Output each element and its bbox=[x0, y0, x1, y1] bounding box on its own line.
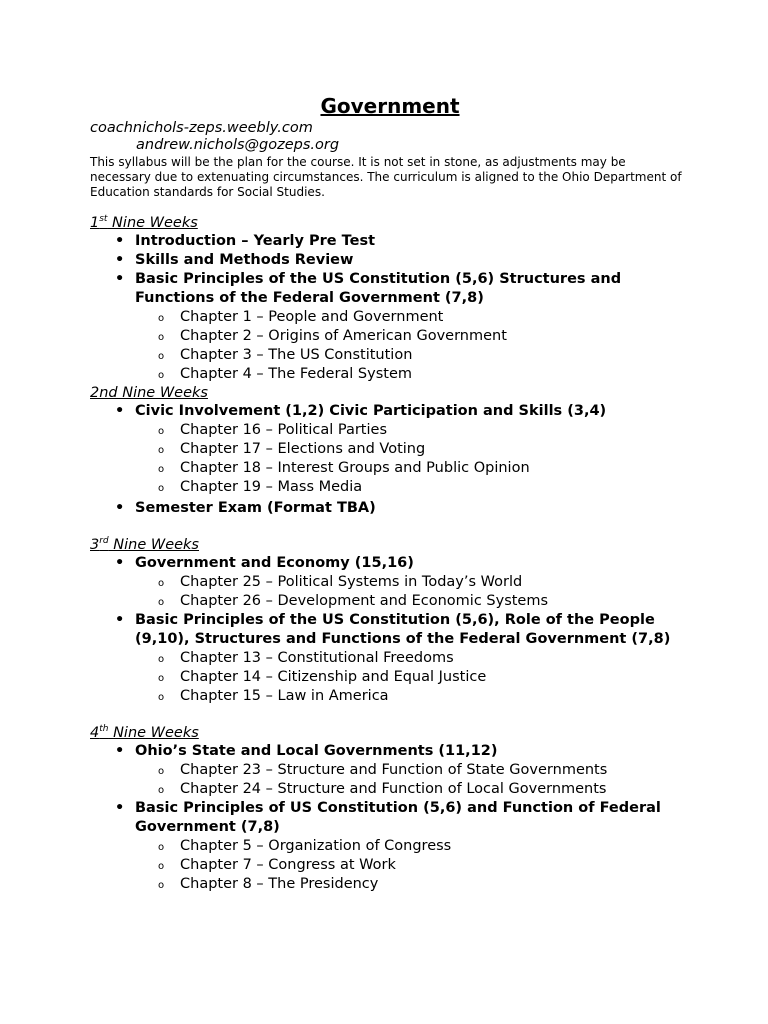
bullet-dot-icon: • bbox=[115, 612, 125, 628]
circle-bullet-icon: o bbox=[158, 597, 165, 608]
chapter-item: o Chapter 17 – Elections and Voting bbox=[90, 440, 690, 459]
chapter-item: o Chapter 4 – The Federal System bbox=[90, 365, 690, 384]
email-text: andrew.nichols@gozeps.org bbox=[136, 137, 340, 153]
chapter-item: o Chapter 26 – Development and Economic Systems bbox=[90, 592, 690, 611]
circle-bullet-icon: o bbox=[158, 483, 165, 494]
bullet-dot-icon: • bbox=[115, 271, 125, 287]
chapter-item: o Chapter 15 – Law in America bbox=[90, 687, 690, 706]
circle-bullet-icon: o bbox=[158, 426, 165, 437]
topic-item: • Basic Principles of the US Constitution (5,6) Structures and Functions of the Federal Government (7,8) bbox=[115, 271, 622, 306]
circle-bullet-icon: o bbox=[158, 766, 165, 777]
quarter-1-list bbox=[90, 232, 690, 384]
circle-bullet-icon: o bbox=[158, 351, 165, 362]
bullet-dot-icon: • bbox=[115, 500, 125, 516]
topic-item: • Civic Involvement (1,2) Civic Participation and Skills (3,4) bbox=[115, 403, 607, 419]
circle-bullet-icon: o bbox=[158, 578, 165, 589]
circle-bullet-icon: o bbox=[158, 880, 165, 891]
topic-item: • Skills and Methods Review bbox=[115, 252, 354, 268]
circle-bullet-icon: o bbox=[158, 692, 165, 703]
quarter-2-list bbox=[90, 402, 690, 518]
quarter-4-list bbox=[90, 742, 690, 894]
topic-item: • Ohio’s State and Local Governments (11,12) bbox=[115, 743, 498, 759]
bullet-dot-icon: • bbox=[115, 743, 125, 759]
chapter-item: o Chapter 23 – Structure and Function of State Governments bbox=[90, 761, 690, 780]
circle-bullet-icon: o bbox=[158, 785, 165, 796]
topic-item: • Government and Economy (15,16) bbox=[115, 555, 414, 571]
website-text: coachnichols-zeps.weebly.com bbox=[90, 120, 313, 136]
chapter-item: o Chapter 16 – Political Parties bbox=[90, 421, 690, 440]
quarter-1-heading: 1st Nine Weeks bbox=[90, 214, 198, 231]
topic-item: • Introduction – Yearly Pre Test bbox=[115, 233, 376, 249]
chapter-item: o Chapter 18 – Interest Groups and Public Opinion bbox=[90, 459, 690, 478]
topic-item: • Basic Principles of US Constitution (5,6) and Function of Federal Government (7,8) bbox=[115, 800, 661, 835]
bullet-dot-icon: • bbox=[115, 555, 125, 571]
page-title: Government bbox=[320, 94, 460, 118]
circle-bullet-icon: o bbox=[158, 861, 165, 872]
circle-bullet-icon: o bbox=[158, 673, 165, 684]
chapter-item: o Chapter 13 – Constitutional Freedoms bbox=[90, 649, 690, 668]
bullet-dot-icon: • bbox=[115, 800, 125, 816]
circle-bullet-icon: o bbox=[158, 654, 165, 665]
chapter-item: o Chapter 7 – Congress at Work bbox=[90, 856, 690, 875]
topic-item: • Basic Principles of the US Constitution (5,6), Role of the People (9,10), Structures and Functions of the Federal Government (7,8) bbox=[115, 612, 671, 647]
quarter-4-heading: 4th Nine Weeks bbox=[90, 724, 199, 741]
quarter-3-list bbox=[90, 554, 690, 706]
chapter-item: o Chapter 25 – Political Systems in Today’s World bbox=[90, 573, 690, 592]
bullet-dot-icon: • bbox=[115, 233, 125, 249]
quarter-2-heading: 2nd Nine Weeks bbox=[90, 385, 208, 401]
circle-bullet-icon: o bbox=[158, 370, 165, 381]
circle-bullet-icon: o bbox=[158, 445, 165, 456]
chapter-item: o Chapter 1 – People and Government bbox=[90, 308, 690, 327]
chapter-item: o Chapter 3 – The US Constitution bbox=[90, 346, 690, 365]
bullet-dot-icon: • bbox=[115, 252, 125, 268]
quarter-3-heading: 3rd Nine Weeks bbox=[90, 536, 199, 553]
chapter-item: o Chapter 19 – Mass Media bbox=[90, 478, 690, 497]
topic-item: • Semester Exam (Format TBA) bbox=[115, 500, 376, 516]
chapter-item: o Chapter 8 – The Presidency bbox=[90, 875, 690, 894]
chapter-item: o Chapter 5 – Organization of Congress bbox=[90, 837, 690, 856]
circle-bullet-icon: o bbox=[158, 842, 165, 853]
syllabus-page bbox=[90, 94, 690, 894]
chapter-item: o Chapter 14 – Citizenship and Equal Justice bbox=[90, 668, 690, 687]
chapter-item: o Chapter 24 – Structure and Function of Local Governments bbox=[90, 780, 690, 799]
bullet-dot-icon: • bbox=[115, 403, 125, 419]
circle-bullet-icon: o bbox=[158, 313, 165, 324]
intro-paragraph: This syllabus will be the plan for the course. It is not set in stone, as adjustments may be necessary due to extenuating circumstances. The curriculum is aligned to the Ohio Department of Education standards for Social Studies. bbox=[90, 155, 682, 199]
chapter-item: o Chapter 2 – Origins of American Government bbox=[90, 327, 690, 346]
circle-bullet-icon: o bbox=[158, 332, 165, 343]
circle-bullet-icon: o bbox=[158, 464, 165, 475]
